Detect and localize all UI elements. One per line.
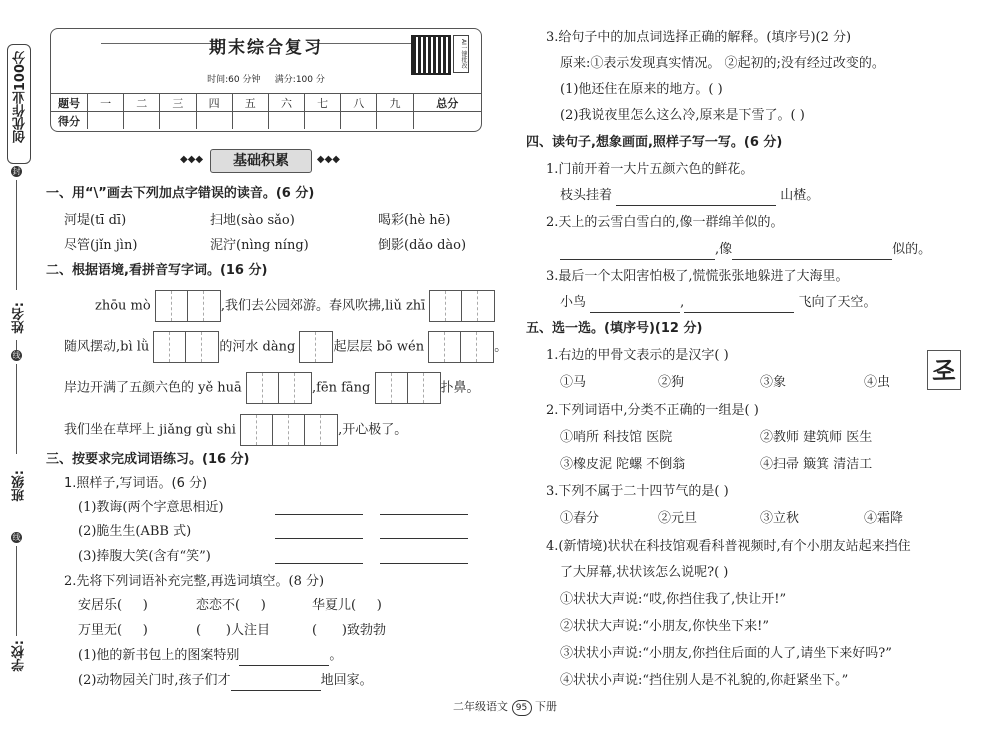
option[interactable]: ④霜降 <box>864 511 904 526</box>
sentence-text: 扑鼻。 <box>440 380 480 396</box>
pinyin: zhōu mò <box>95 298 151 314</box>
option[interactable]: ④虫 <box>864 375 891 390</box>
answer-blank[interactable] <box>616 191 776 206</box>
qr-code-icon[interactable] <box>411 35 451 75</box>
word-fill[interactable]: 恋恋不( ) <box>196 598 266 613</box>
answer-blank[interactable] <box>275 524 363 539</box>
option[interactable]: ②狗 <box>658 375 685 390</box>
answer-blank[interactable] <box>684 298 794 313</box>
s5-q4b: 了大屏幕,状状该怎么说呢?( ) <box>560 565 729 580</box>
s3-q1: 1.照样子,写词语。(6 分) <box>64 476 208 491</box>
word-fill[interactable]: ( )致勃勃 <box>312 623 386 638</box>
name-label: 姓名: <box>12 302 27 334</box>
oracle-glyph: 𢀖 <box>927 350 961 390</box>
s3-f2: (2)动物园关门时,孩子们才 地回家。 <box>78 671 373 691</box>
word-fill[interactable]: ( )人注目 <box>196 623 270 638</box>
s3-q1c: (3)捧腹大笑(含有“笑”) <box>78 549 211 564</box>
s2-heading: 二、根据语境,看拼音写字词。(16 分) <box>46 263 268 278</box>
s4-q2-fill: ,像 似的。 <box>560 240 931 260</box>
ai-grade-tag: AI一键批改 <box>453 35 469 73</box>
school-label: 学校: <box>12 640 27 672</box>
option[interactable]: ①哨所 科技馆 医院 <box>560 430 673 445</box>
option[interactable]: ②元旦 <box>658 511 698 526</box>
word-fill[interactable]: 安居乐( ) <box>78 598 148 613</box>
char-grid[interactable] <box>428 331 494 363</box>
class-label: 班级: <box>12 470 27 502</box>
inner-dot: 线 <box>12 533 21 542</box>
answer-blank[interactable] <box>380 500 468 515</box>
s1-item[interactable]: 尽管(jǐn jìn) <box>64 238 138 253</box>
s4-q3: 3.最后一个太阳害怕极了,慌慌张张地躲进了大海里。 <box>546 269 849 284</box>
s3-q3-b[interactable]: (2)我说夜里怎么这么冷,原来是下雪了。( ) <box>560 108 805 123</box>
sentence-text: ,我们去公园郊游。春风吹拂,liǔ zhī <box>220 298 426 314</box>
footer-grade: 二年级语文 <box>453 700 508 713</box>
s5-q3: 3.下列不属于二十四节气的是( ) <box>546 484 729 499</box>
line-dot: 线 <box>12 351 21 360</box>
s1-item[interactable]: 倒影(dǎo dào) <box>378 238 467 253</box>
option[interactable]: ①马 <box>560 375 587 390</box>
time-limit: 时间:60 分钟 <box>207 75 261 85</box>
s3-q2: 2.先将下列词语补充完整,再选词填空。(8 分) <box>64 574 325 589</box>
char-grid[interactable] <box>240 414 338 446</box>
exam-title: 期末综合复习 <box>209 38 323 58</box>
s2-line3 <box>64 372 480 404</box>
option[interactable]: ③象 <box>760 375 787 390</box>
section-banner: ◆◆◆ 基础积累 ◆◆◆ <box>180 149 340 171</box>
option[interactable]: ③立秋 <box>760 511 800 526</box>
option[interactable]: ②教师 建筑师 医生 <box>760 430 873 445</box>
s4-q1-fill: 枝头挂着 山楂。 <box>560 186 819 206</box>
page-number: 95 <box>512 700 532 716</box>
option[interactable]: ①状状大声说:“哎,你挡住我了,快让开!” <box>560 592 787 607</box>
char-grid[interactable] <box>153 331 219 363</box>
s5-q2: 2.下列词语中,分类不正确的一组是( ) <box>546 403 759 418</box>
seal-dot: 封 <box>12 167 21 176</box>
sentence-text: 随风摆动,bì lǜ <box>64 339 150 355</box>
s2-line2: 随风摆动,bì lǜ 的河水 dàng 起层层 bō wén 。 <box>64 331 507 363</box>
exam-header <box>50 28 482 132</box>
s3-q1a: (1)教诲(两个字意思相近) <box>78 500 224 515</box>
s3-q3-def: 原来:①表示发现真实情况。 ②起初的;没有经过改变的。 <box>560 56 885 71</box>
s4-heading: 四、读句子,想象画面,照样子写一写。(6 分) <box>526 135 783 150</box>
answer-blank[interactable] <box>380 524 468 539</box>
full-score: 满分:100 分 <box>274 75 325 85</box>
s3-f1: (1)他的新书包上的图案特别 。 <box>78 646 342 666</box>
answer-blank[interactable] <box>275 500 363 515</box>
score-header-row: 题号 一 二 三 四 五 六 七 八 九 总分 <box>51 94 481 112</box>
answer-blank[interactable] <box>380 549 468 564</box>
sentence-text: ,fēn fāng <box>311 380 371 396</box>
option[interactable]: ④扫帚 簸箕 清洁工 <box>760 457 873 472</box>
s2-line1 <box>95 290 495 322</box>
page-footer <box>430 698 580 716</box>
sentence-text: 起层层 bō wén <box>333 339 425 355</box>
word-fill[interactable]: 华夏儿( ) <box>312 598 382 613</box>
option[interactable]: ②状状大声说:“小朋友,你快坐下来!” <box>560 619 770 634</box>
s5-q4: 4.(新情境)状状在科技馆观看科普视频时,有个小朋友站起来挡住 <box>546 539 911 554</box>
s4-q3-fill: 小鸟 , 飞向了天空。 <box>560 293 876 313</box>
option[interactable]: ③状状小声说:“小朋友,你挡住后面的人了,请坐下来好吗?” <box>560 646 892 661</box>
char-grid[interactable] <box>155 290 221 322</box>
sentence-text: 我们坐在草坪上 jiǎng gù shi <box>64 422 236 438</box>
s4-q2: 2.天上的云雪白雪白的,像一群绵羊似的。 <box>546 215 784 230</box>
brand-text: 创优作业100分 <box>13 51 28 144</box>
answer-blank[interactable] <box>560 245 715 260</box>
footer-volume: 下册 <box>535 700 557 713</box>
brand-box <box>7 44 31 164</box>
sentence-text: 岸边开满了五颜六色的 yě huā <box>64 380 242 396</box>
answer-blank[interactable] <box>239 651 329 666</box>
answer-blank[interactable] <box>275 549 363 564</box>
word-fill[interactable]: 万里无( ) <box>78 623 148 638</box>
s1-item[interactable]: 泥泞(nìng níng) <box>210 238 309 253</box>
s3-q3-a[interactable]: (1)他还住在原来的地方。( ) <box>560 82 723 97</box>
char-grid[interactable] <box>429 290 495 322</box>
s1-item[interactable]: 扫地(sào sǎo) <box>210 213 295 228</box>
option[interactable]: ④状状小声说:“挡住别人是不礼貌的,你赶紧坐下。” <box>560 673 849 688</box>
s2-line4 <box>64 414 407 446</box>
s5-q1: 1.右边的甲骨文表示的是汉字( ) <box>546 348 729 363</box>
char-grid[interactable] <box>246 372 312 404</box>
char-grid[interactable] <box>299 331 333 363</box>
banner-title: 基础积累 <box>210 149 312 173</box>
sentence-text: 的河水 dàng <box>219 339 296 355</box>
option[interactable]: ①春分 <box>560 511 600 526</box>
score-value-row[interactable]: 得分 <box>51 112 481 130</box>
s1-item[interactable]: 喝彩(hè hē) <box>378 213 451 228</box>
binding-sidebar <box>2 40 32 730</box>
char-grid[interactable] <box>375 372 441 404</box>
s3-heading: 三、按要求完成词语练习。(16 分) <box>46 452 250 467</box>
s1-heading: 一、用“\”画去下列加点字错误的读音。(6 分) <box>46 186 315 201</box>
s3-q3: 3.给句子中的加点词选择正确的解释。(填序号)(2 分) <box>546 30 852 45</box>
score-table <box>51 93 481 129</box>
s3-q1b: (2)脆生生(ABB 式) <box>78 524 192 539</box>
option[interactable]: ③橡皮泥 陀螺 不倒翁 <box>560 457 686 472</box>
answer-blank[interactable] <box>590 298 680 313</box>
s5-heading: 五、选一选。(填序号)(12 分) <box>526 321 703 336</box>
s4-q1: 1.门前开着一大片五颜六色的鲜花。 <box>546 162 754 177</box>
sentence-text: ,开心极了。 <box>338 422 408 438</box>
answer-blank[interactable] <box>231 676 321 691</box>
s1-item[interactable]: 河堤(tī dī) <box>64 213 127 228</box>
answer-blank[interactable] <box>732 245 892 260</box>
